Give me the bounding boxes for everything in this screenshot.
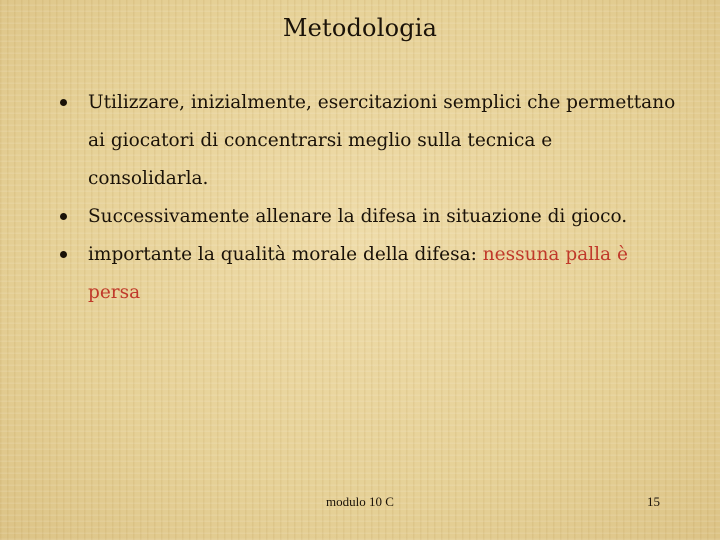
bullet-item	[56, 198, 676, 236]
page-number: 15	[647, 494, 660, 509]
bullet-icon	[60, 213, 67, 220]
bullet-emphasis-text: nessuna palla è persa	[88, 244, 628, 303]
bullet-text: Successivamente allenare la difesa in situazione di gioco.	[88, 206, 628, 227]
slide-title: Metodologia	[282, 14, 438, 42]
bullet-icon	[60, 99, 67, 106]
footer-text: modulo 10 C	[326, 494, 394, 509]
bullet-icon	[60, 251, 67, 258]
bullet-text: Utilizzare, inizialmente, esercitazioni semplici che permettano ai giocatori di concentrarsi meglio sulla tecnica e consolidarla.	[88, 92, 676, 189]
bullet-item	[56, 236, 676, 312]
bullet-list	[56, 84, 676, 312]
bullet-item	[56, 84, 676, 198]
bullet-text: importante la qualità morale della difesa:	[88, 244, 483, 265]
